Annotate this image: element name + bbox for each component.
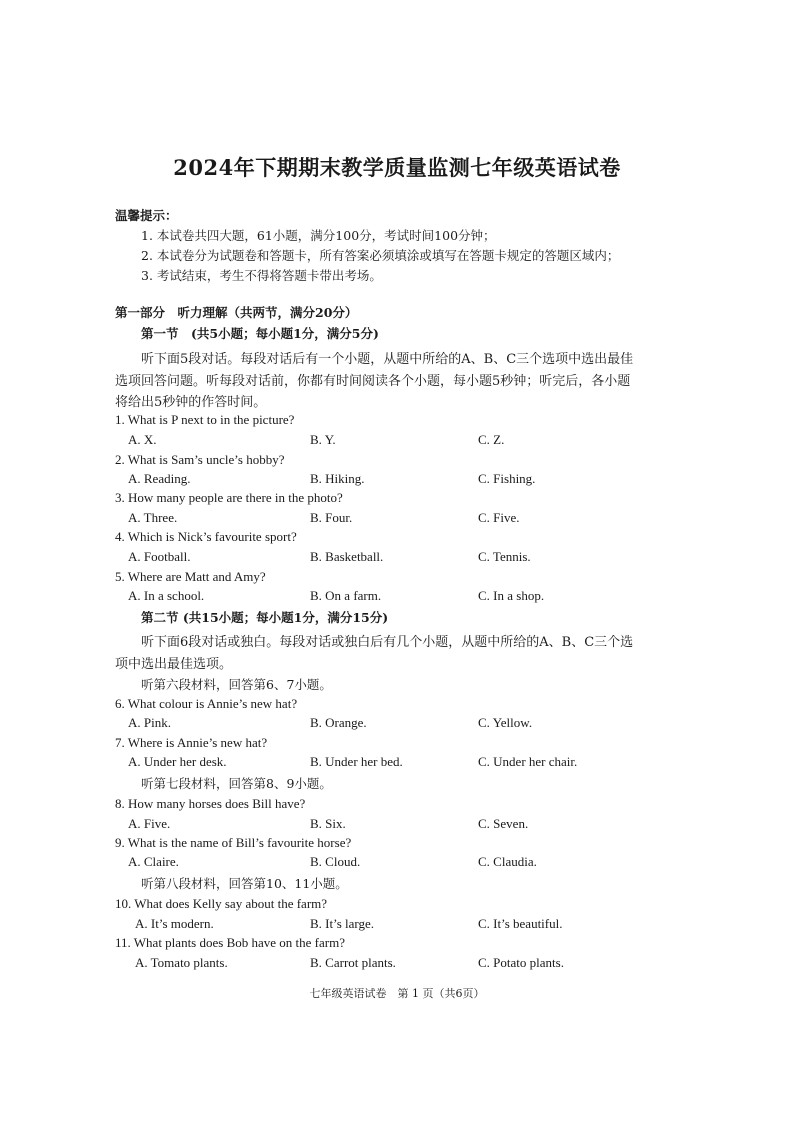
- q8-option-b: B. Six.: [310, 816, 346, 831]
- q7-option-a: A. Under her desk.: [128, 754, 227, 769]
- q3-option-a: A. Three.: [128, 510, 178, 525]
- section2-heading: 第二节 (共15小题；每小题1分，满分15分): [141, 610, 389, 625]
- q4-option-b: B. Basketball.: [310, 549, 384, 564]
- material-note-6: 听第六段材料，回答第6、7小题。: [141, 677, 332, 692]
- q8-option-c: C. Seven.: [478, 816, 529, 831]
- q8-option-a: A. Five.: [128, 816, 171, 831]
- q9-option-a: A. Claire.: [128, 854, 179, 869]
- section1-instructions-line1: 听下面5段对话。每段对话后有一个小题，从题中所给的A、B、C三个选项中选出最佳: [141, 352, 634, 367]
- q11-option-c: C. Potato plants.: [478, 955, 564, 970]
- section1-instructions-line3: 将给出5秒钟的作答时间。: [115, 395, 267, 410]
- q2-option-a: A. Reading.: [128, 471, 191, 486]
- q6-option-b: B. Orange.: [310, 715, 367, 730]
- question-9: 9. What is the name of Bill’s favourite horse?: [115, 835, 352, 850]
- q4-option-c: C. Tennis.: [478, 549, 531, 564]
- section1-heading: 第一节 (共5小题；每小题1分，满分5分): [141, 326, 379, 341]
- question-6: 6. What colour is Annie’s new hat?: [115, 696, 298, 711]
- q5-option-b: B. On a farm.: [310, 588, 382, 603]
- section2-instructions-line1: 听下面6段对话或独白。每段对话或独白后有几个小题，从题中所给的A、B、C三个选: [141, 635, 634, 650]
- notice-item-2: 2. 本试卷分为试题卷和答题卡，所有答案必须填涂或填写在答题卡规定的答题区域内；: [141, 248, 620, 263]
- q9-option-b: B. Cloud.: [310, 854, 361, 869]
- q2-option-b: B. Hiking.: [310, 471, 365, 486]
- q3-option-b: B. Four.: [310, 510, 353, 525]
- q10-option-b: B. It’s large.: [310, 916, 375, 931]
- q4-option-a: A. Football.: [128, 549, 191, 564]
- question-1: 1. What is P next to in the picture?: [115, 412, 295, 427]
- material-note-8: 听第八段材料，回答第10、11小题。: [141, 876, 348, 891]
- q7-option-b: B. Under her bed.: [310, 754, 403, 769]
- q11-option-b: B. Carrot plants.: [310, 955, 396, 970]
- material-note-7: 听第七段材料，回答第8、9小题。: [141, 776, 332, 791]
- question-4: 4. Which is Nick’s favourite sport?: [115, 529, 297, 544]
- q9-option-c: C. Claudia.: [478, 854, 537, 869]
- q11-option-a: A. Tomato plants.: [135, 955, 228, 970]
- page-footer: 七年级英语试卷 第 1 页（共6页）: [309, 987, 485, 1000]
- q6-option-c: C. Yellow.: [478, 715, 533, 730]
- question-3: 3. How many people are there in the photo?: [115, 490, 343, 505]
- q10-option-a: A. It’s modern.: [135, 916, 214, 931]
- q3-option-c: C. Five.: [478, 510, 520, 525]
- q10-option-c: C. It’s beautiful.: [478, 916, 563, 931]
- question-7: 7. Where is Annie’s new hat?: [115, 735, 268, 750]
- q2-option-c: C. Fishing.: [478, 471, 536, 486]
- part1-heading: 第一部分 听力理解（共两节，满分20分）: [115, 305, 358, 320]
- q1-option-a: A. X.: [128, 432, 157, 447]
- exam-title: 2024年下期期末教学质量监测七年级英语试卷: [173, 155, 621, 180]
- notice-item-1: 1. 本试卷共四大题，61小题，满分100分，考试时间100分钟；: [141, 228, 496, 243]
- q5-option-a: A. In a school.: [128, 588, 205, 603]
- q1-option-b: B. Y.: [310, 432, 336, 447]
- question-2: 2. What is Sam’s uncle’s hobby?: [115, 452, 285, 467]
- question-10: 10. What does Kelly say about the farm?: [115, 896, 328, 911]
- question-11: 11. What plants does Bob have on the farm?: [115, 935, 345, 950]
- section2-instructions-line2: 项中选出最佳选项。: [115, 657, 233, 672]
- q5-option-c: C. In a shop.: [478, 588, 545, 603]
- q7-option-c: C. Under her chair.: [478, 754, 578, 769]
- section1-instructions-line2: 选项回答问题。听每段对话前，你都有时间阅读各个小题，每小题5秒钟；听完后，各小题: [115, 374, 631, 389]
- notice-heading: 温馨提示：: [115, 208, 178, 223]
- q1-option-c: C. Z.: [478, 432, 505, 447]
- question-5: 5. Where are Matt and Amy?: [115, 569, 266, 584]
- question-8: 8. How many horses does Bill have?: [115, 796, 306, 811]
- notice-item-3: 3. 考试结束，考生不得将答题卡带出考场。: [141, 268, 382, 283]
- q6-option-a: A. Pink.: [128, 715, 171, 730]
